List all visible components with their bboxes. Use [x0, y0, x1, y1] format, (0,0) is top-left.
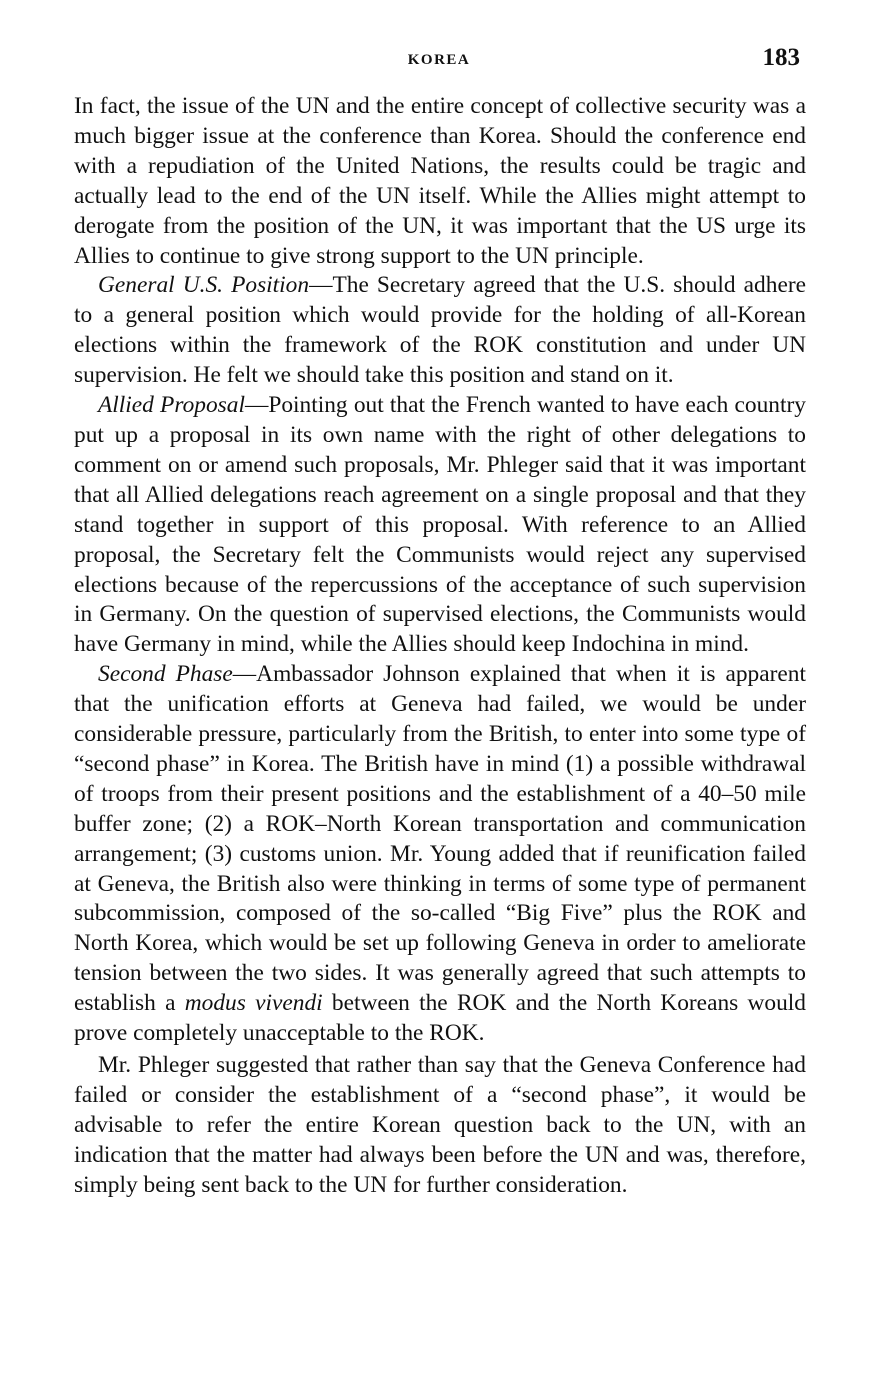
body-text	[74, 92, 806, 1201]
paragraph-text-second-phase-end: between the ROK and the North Koreans would prove completely unacceptable to the ROK.	[74, 990, 806, 1047]
paragraph-general-position	[74, 271, 806, 391]
paragraph-lead-allied-proposal: Allied Proposal	[98, 392, 245, 419]
page-number: 183	[762, 44, 800, 71]
paragraph-collective-security: In fact, the issue of the UN and the entire concept of collective security was a much bigger issue at the conference than Korea. Should the conference end with a repudiation of the United Nations, the results could be tragic and actually lead to the end of the UN itself. While the Allies might attempt to derogate from the position of the UN, it was important that the US urge its Allies to continue to give strong support to the UN principle.	[74, 93, 806, 269]
paragraph-lead-second-phase: Second Phase	[98, 661, 233, 688]
paragraph-italic-modus-vivendi: modus vivendi	[184, 990, 323, 1017]
paragraph-second-phase	[74, 660, 806, 1049]
paragraph-text-general-position: —The Secretary agreed that the U.S. should adhere to a general position which would provide for the holding of all-Korean elections within the framework of the ROK constitution and under UN supervision. He felt we should take this position and stand on it.	[74, 272, 806, 389]
paragraph-phleger-suggestion: Mr. Phleger suggested that rather than say that the Geneva Conference had failed or consider the establishment of a “second phase”, it would be advisable to refer the entire Korean question back to the UN, with an indication that the matter had always been before the UN and was, therefore, simply being sent back to the UN for further consideration.	[74, 1052, 806, 1198]
paragraph-lead-general-position: General U.S. Position	[98, 272, 310, 299]
paragraph-allied-proposal	[74, 391, 806, 660]
running-head	[74, 44, 804, 76]
running-title: KOREA	[407, 52, 471, 68]
paragraph-text-allied-proposal: —Pointing out that the French wanted to have each country put up a proposal in its own name with the right of other delegations to comment on or amend such proposals, Mr. Phleger said that it was important that all Allied delegations reach agreement on a single proposal and that they stand together in support of this proposal. With reference to an Allied proposal, the Secretary felt the Communists would reject any supervised elections because of the repercussions of the acceptance of such supervision in Germany. On the question of supervised elections, the Communists would have Germany in mind, while the Allies should keep Indochina in mind.	[74, 392, 806, 658]
paragraph-text-second-phase: —Ambassador Johnson explained that when it is apparent that the unification efforts at Geneva had failed, we would be under considerable pressure, particularly from the British, to enter into some type of “second phase” in Korea. The British have in mind (1) a possible withdrawal of troops from their present positions and the establishment of a 40–50 mile buffer zone; (2) a ROK–North Korean transportation and communication arrangement; (3) customs union. Mr. Young added that if reunification failed at Geneva, the British also were thinking in terms of some type of permanent subcommission, composed of the so-called “Big Five” plus the ROK and North Korea, which would be set up following Geneva in order to ameliorate tension between the two sides. It was generally agreed that such attempts to establish a	[74, 661, 807, 1017]
